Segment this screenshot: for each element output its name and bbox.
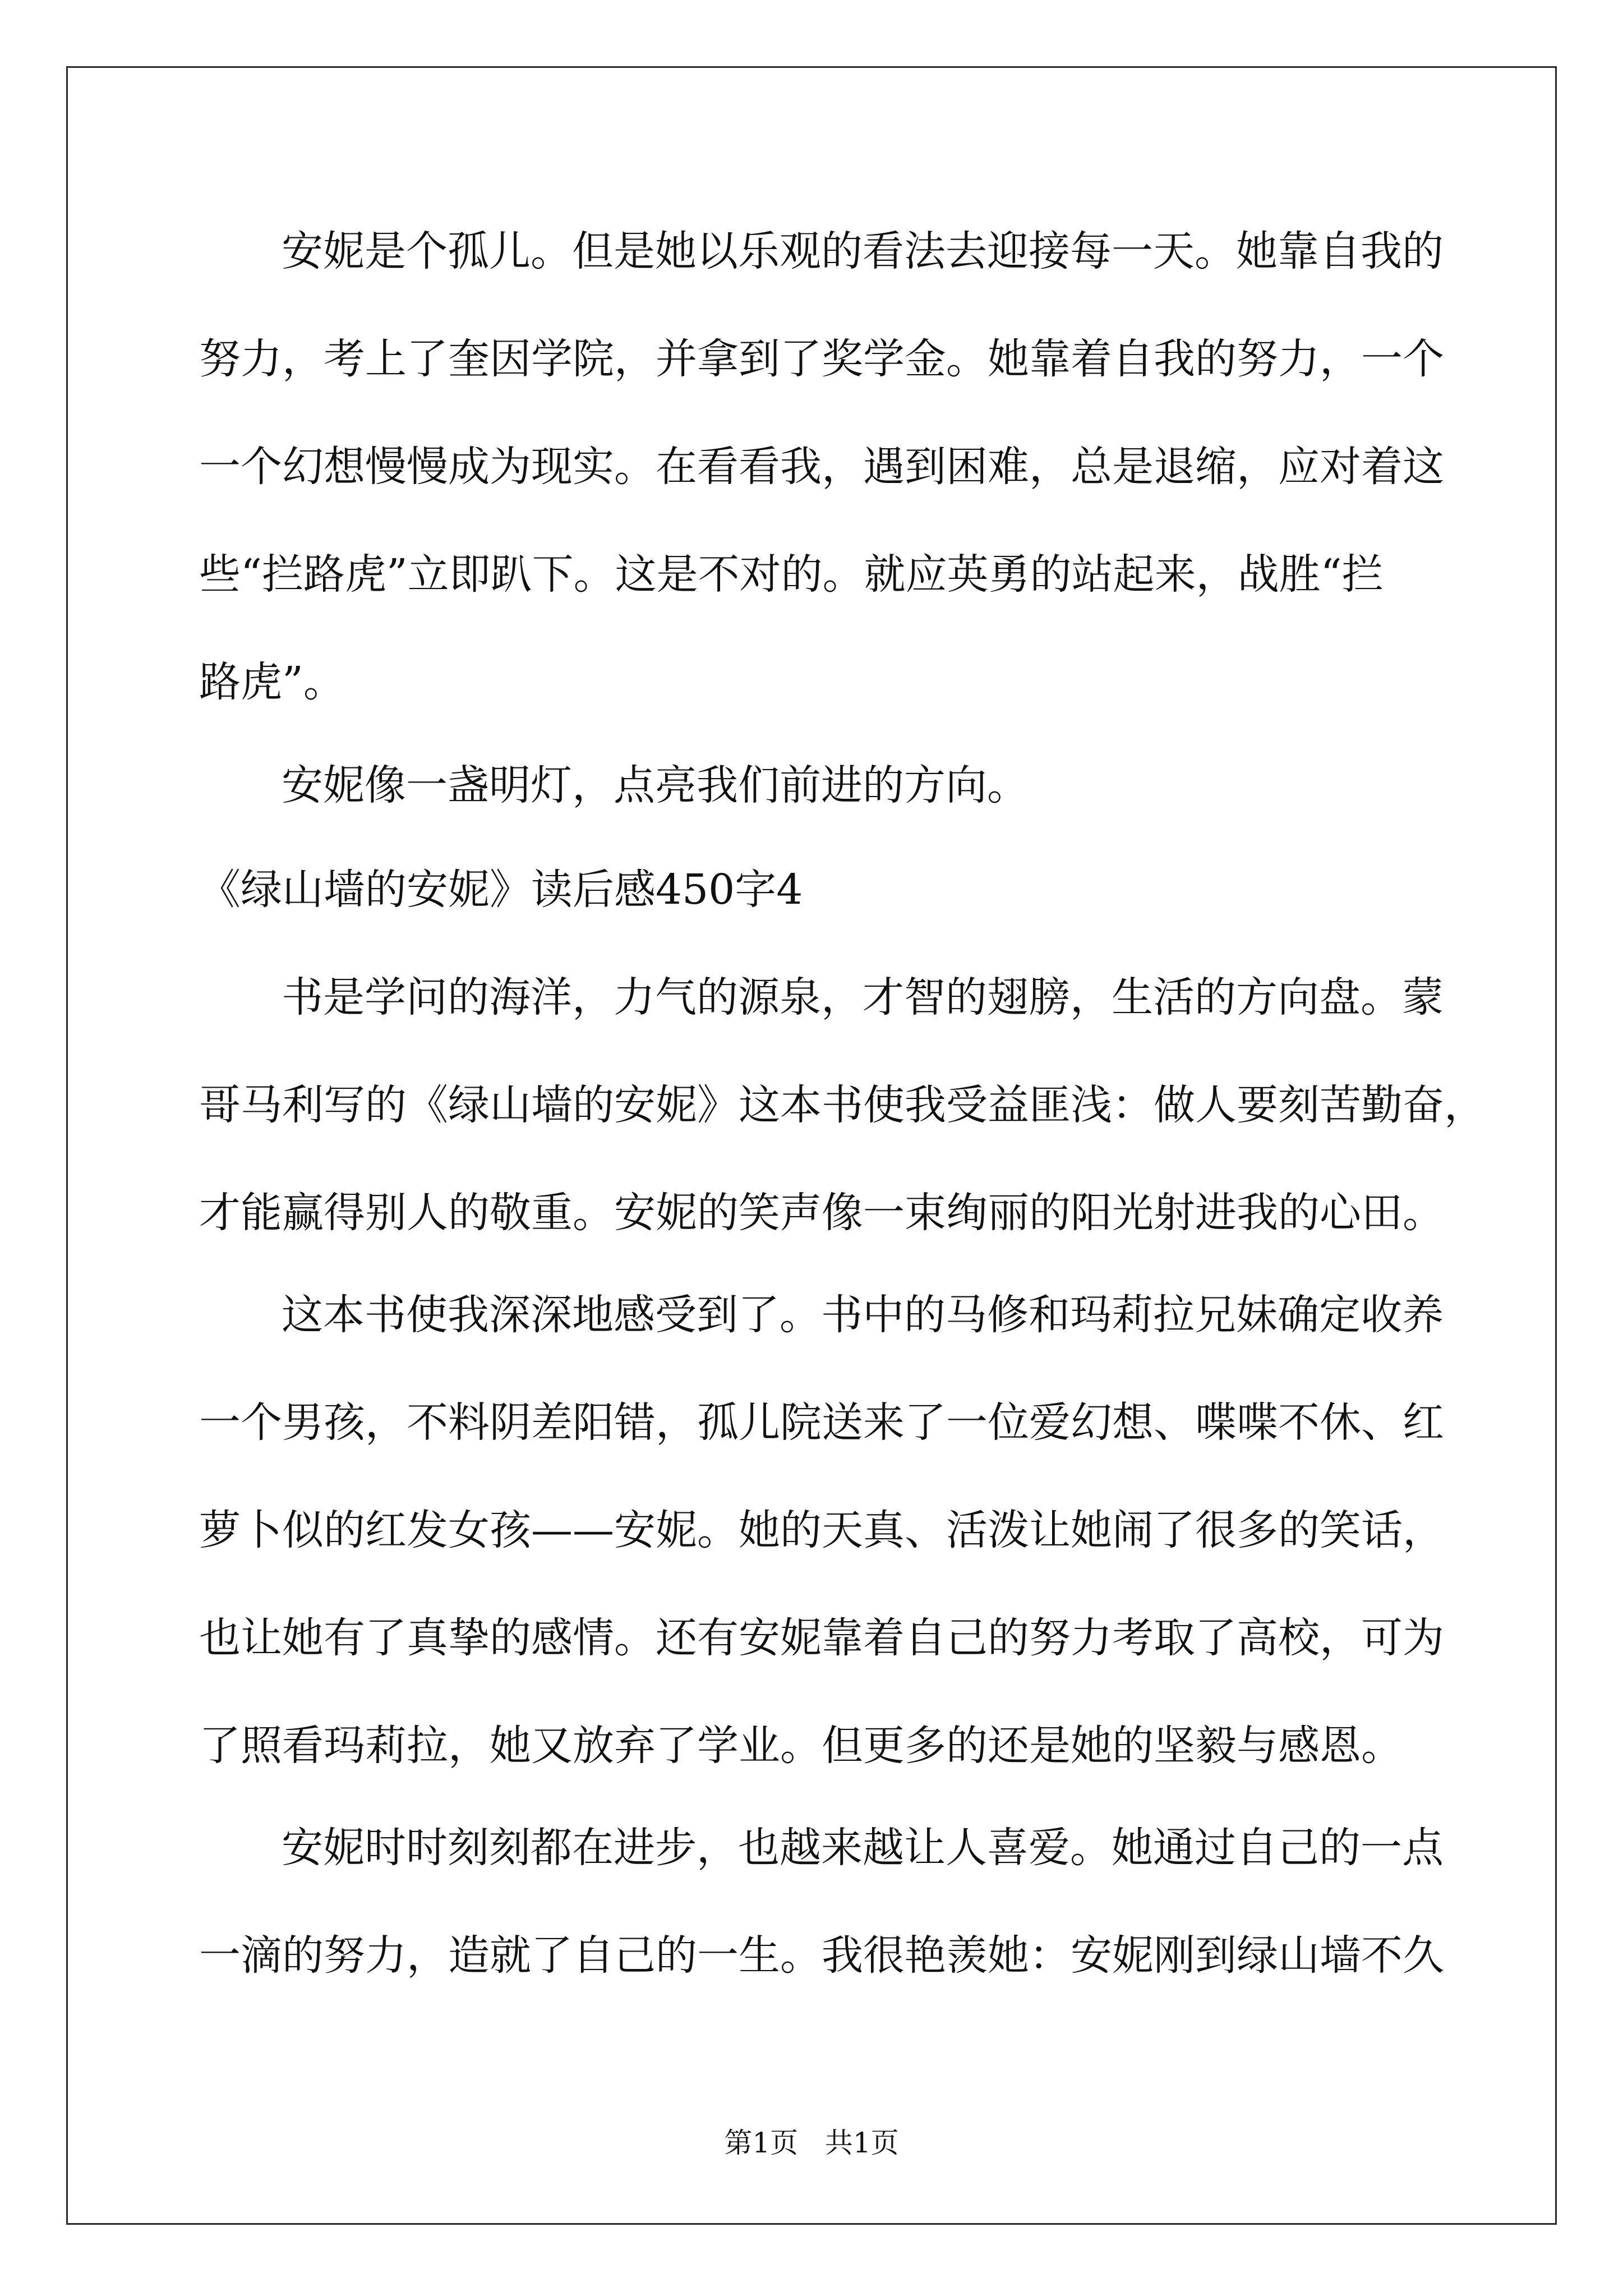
section-heading: 《绿山墙的安妮》读后感450字4 — [199, 866, 803, 914]
paragraph-1-line-5: 路虎”。 — [199, 658, 345, 706]
paragraph-3-line-2: 哥马利写的《绿山墙的安妮》这本书使我受益匪浅：做人要刻苦勤奋， — [199, 1081, 1486, 1129]
paragraph-4-line-2: 一个男孩，不料阴差阳错，孤儿院送来了一位爱幻想、喋喋不休、红 — [199, 1398, 1444, 1447]
paragraph-4-line-1: 这本书使我深深地感受到了。书中的马修和玛莉拉兄妹确定收养 — [282, 1291, 1444, 1339]
paragraph-3-line-3: 才能赢得别人的敬重。安妮的笑声像一束绚丽的阳光射进我的心田。 — [199, 1189, 1444, 1237]
paragraph-2-line-1: 安妮像一盏明灯，点亮我们前进的方向。 — [282, 761, 1029, 809]
paragraph-5-line-1: 安妮时时刻刻都在进步，也越来越让人喜爱。她通过自己的一点 — [282, 1824, 1444, 1872]
paragraph-1-line-1: 安妮是个孤儿。但是她以乐观的看法去迎接每一天。她靠自我的 — [282, 227, 1444, 275]
paragraph-1-line-2: 努力，考上了奎因学院，并拿到了奖学金。她靠着自我的努力，一个 — [199, 335, 1444, 383]
page-footer: 第1页 共1页 — [724, 2127, 899, 2159]
page-border — [66, 66, 1557, 2225]
paragraph-4-line-3: 萝卜似的红发女孩——安妮。她的天真、活泼让她闹了很多的笑话， — [199, 1506, 1444, 1554]
paragraph-5-line-2: 一滴的努力，造就了自己的一生。我很艳羡她：安妮刚到绿山墙不久 — [199, 1931, 1444, 1980]
paragraph-1-line-3: 一个幻想慢慢成为现实。在看看我，遇到困难，总是退缩，应对着这 — [199, 443, 1444, 491]
paragraph-1-line-4: 些“拦路虎”立即趴下。这是不对的。就应英勇的站起来，战胜“拦 — [199, 550, 1384, 599]
paragraph-3-line-1: 书是学问的海洋，力气的源泉，才智的翅膀，生活的方向盘。蒙 — [282, 973, 1444, 1022]
paragraph-4-line-4: 也让她有了真挚的感情。还有安妮靠着自己的努力考取了高校，可为 — [199, 1614, 1444, 1662]
paragraph-4-line-5: 了照看玛莉拉，她又放弃了学业。但更多的还是她的坚毅与感恩。 — [199, 1722, 1403, 1770]
